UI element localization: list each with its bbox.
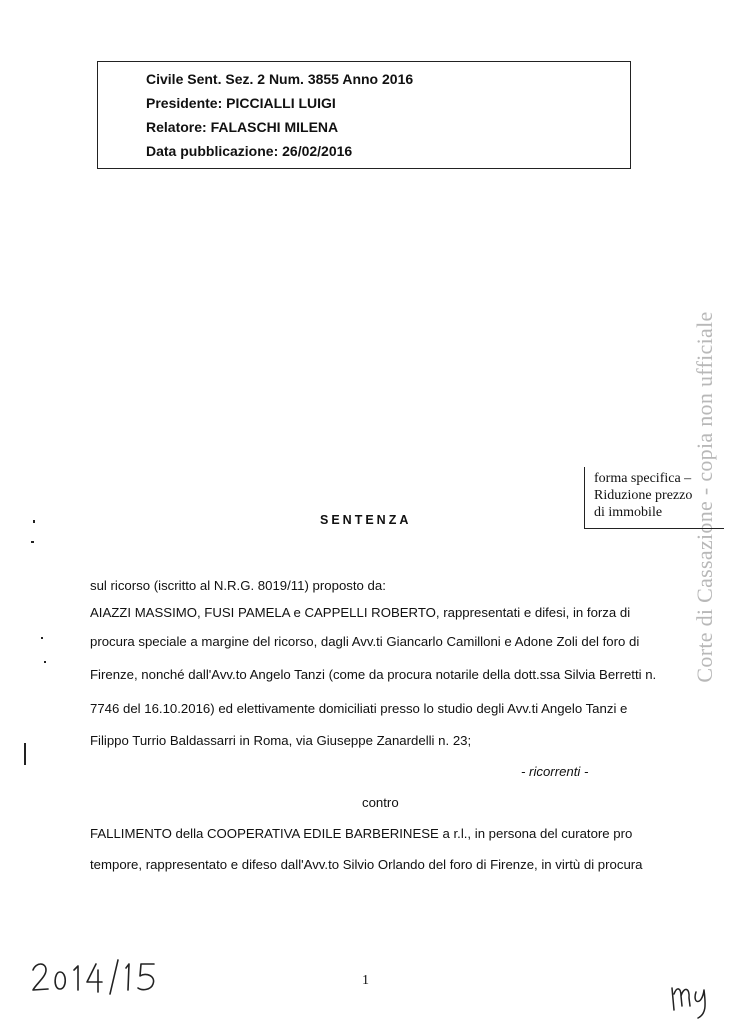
side-note <box>584 467 724 529</box>
handwritten-number <box>30 950 170 1000</box>
body-line: procura speciale a margine del ricorso, dagli Avv.ti Giancarlo Camilloni e Adone Zoli del foro di <box>90 634 640 649</box>
body-line: Filippo Turrio Baldassarri in Roma, via Giuseppe Zanardelli n. 23; <box>90 733 472 748</box>
case-number: Civile Sent. Sez. 2 Num. 3855 Anno 2016 <box>146 71 414 87</box>
body-line: sul ricorso (iscritto al N.R.G. 8019/11) proposto da: <box>90 578 386 593</box>
signature-drawing <box>668 976 718 1022</box>
signature <box>668 976 718 1022</box>
relatore: Relatore: FALASCHI MILENA <box>146 119 339 135</box>
presidente: Presidente: PICCIALLI LUIGI <box>146 95 336 111</box>
side-note-line: forma specifica – <box>594 471 692 486</box>
body-line: AIAZZI MASSIMO, FUSI PAMELA e CAPPELLI ROBERTO, rappresentati e difesi, in forza di <box>90 605 631 620</box>
contro-label: contro <box>362 795 399 810</box>
body-line: 7746 del 16.10.2016) ed elettivamente domiciliati presso lo studio degli Avv.ti Angelo Tanzi e <box>90 701 628 716</box>
document-title: SENTENZA <box>320 513 412 527</box>
body-line: Firenze, nonché dall'Avv.to Angelo Tanzi (come da procura notarile della dott.ssa Silvia Berretti n. <box>90 667 657 682</box>
side-note-line: Riduzione prezzo <box>594 488 693 503</box>
ricorrenti-label: - ricorrenti - <box>521 764 589 779</box>
margin-mark <box>31 541 34 543</box>
handwritten-number-drawing <box>30 950 170 1000</box>
margin-mark <box>44 661 46 663</box>
margin-mark <box>33 520 35 523</box>
margin-mark <box>41 637 43 639</box>
page-number: 1 <box>362 973 369 988</box>
header-box <box>97 61 631 169</box>
body-line: FALLIMENTO della COOPERATIVA EDILE BARBERINESE a r.l., in persona del curatore pro <box>90 826 633 841</box>
body-line: tempore, rappresentato e difeso dall'Avv.to Silvio Orlando del foro di Firenze, in virtù di procura <box>90 857 643 872</box>
margin-mark <box>24 743 26 765</box>
side-note-line: di immobile <box>594 505 663 520</box>
publication-date: Data pubblicazione: 26/02/2016 <box>146 143 353 159</box>
watermark: Corte di Cassazione - copia non ufficiale <box>692 311 717 683</box>
